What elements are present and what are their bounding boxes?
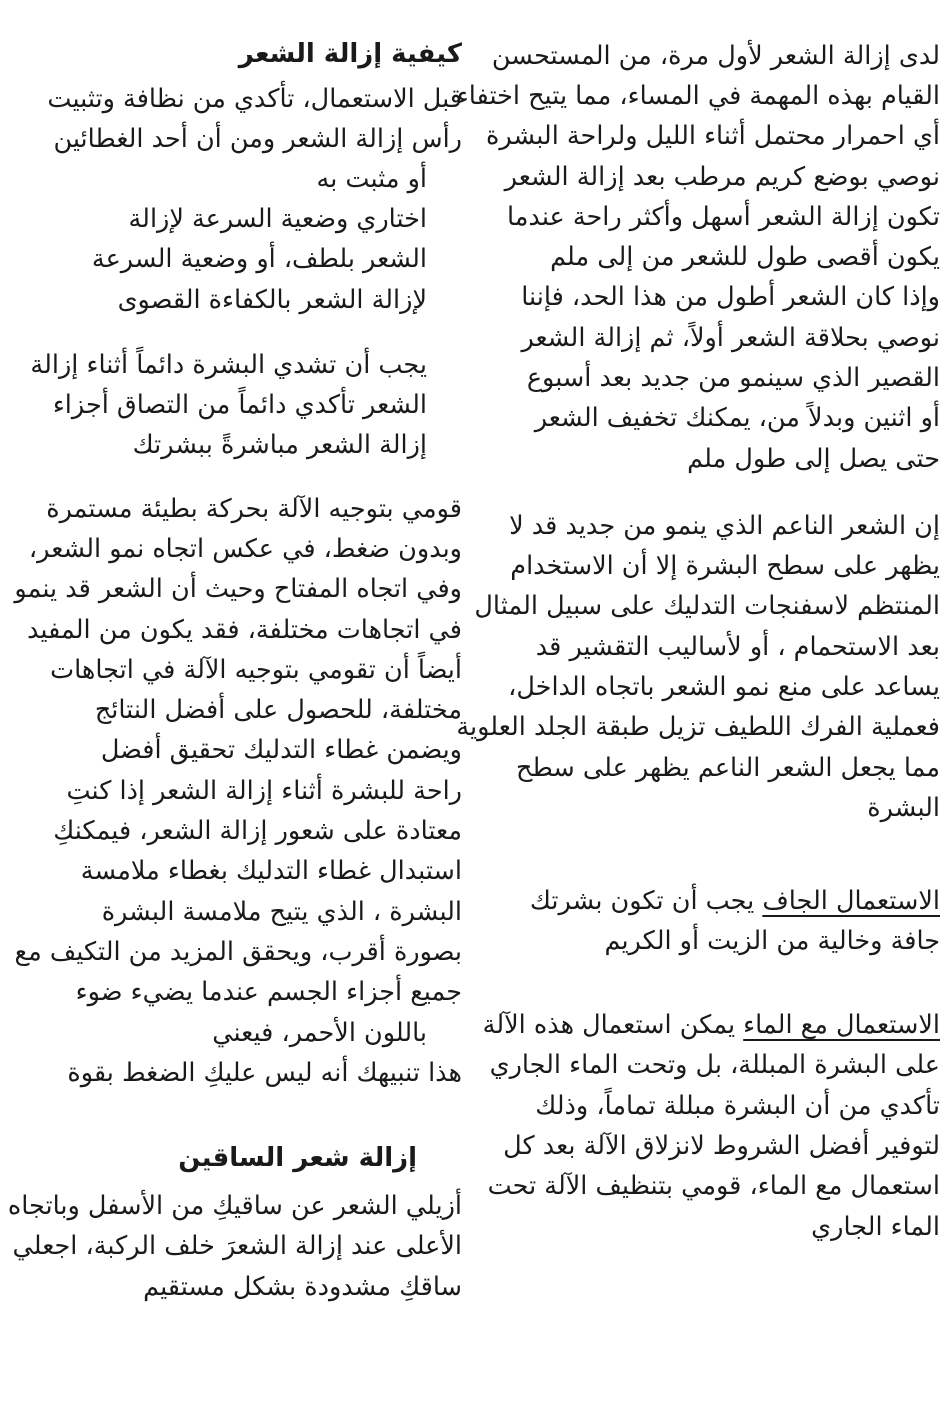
text-line: البشرة ، الذي يتيح ملامسة البشرة [101,897,462,927]
text-line: لدى إزالة الشعر لأول مرة، من المستحسن [491,41,940,71]
text-line: حتى يصل إلى طول ملم [687,444,940,474]
text-line: بصورة أقرب، ويحقق المزيد من التكيف مع [14,937,462,967]
text-line: قومي بتوجيه الآلة بحركة بطيئة مستمرة [46,494,462,524]
text-line [483,1009,940,1041]
text-line: على البشرة المبللة، بل وتحت الماء الجاري [489,1050,940,1080]
text-line: وفي اتجاه المفتاح وحيث أن الشعر قد ينمو [14,574,462,604]
text-line: مما يجعل الشعر الناعم يظهر على سطح [516,753,940,783]
text-line: باللون الأحمر، فيعني [212,1018,427,1048]
text-line: المنتظم لاسفنجات التدليك على سبيل المثال [474,591,940,621]
dry-use-text: يجب أن تكون بشرتك [529,886,763,916]
text-line: قبل الاستعمال، تأكدي من نظافة وتثبيت [47,84,462,114]
text-line: هذا تنبيهك أنه ليس عليكِ الضغط بقوة [67,1058,462,1088]
text-line: رأس إزالة الشعر ومن أن أحد الغطائين [53,124,462,154]
text-line: الأعلى عند إزالة الشعرَ خلف الركبة، اجعلي [12,1231,462,1261]
text-line: القصير الذي سينمو من جديد بعد أسبوع [526,363,940,393]
text-line: إن الشعر الناعم الذي ينمو من جديد قد لا [509,511,940,541]
text-line: نوصي بوضع كريم مرطب بعد إزالة الشعر [504,162,940,192]
text-line: أزيلي الشعر عن ساقيكِ من الأسفل وباتجاه [7,1191,462,1221]
text-line: مختلفة، للحصول على أفضل النتائج [94,695,462,725]
text-line: يساعد على منع نمو الشعر باتجاه الداخل، [508,672,940,702]
text-line: تكون إزالة الشعر أسهل وأكثر راحة عندما [507,202,940,232]
text-line [530,885,940,917]
text-line: القيام بهذه المهمة في المساء، مما يتيح اختفاء [456,81,940,111]
text-line: وإذا كان الشعر أطول من هذا الحد، فإننا [521,282,940,312]
text-line: ساقكِ مشدودة بشكل مستقيم [143,1272,462,1302]
text-line: ويضمن غطاء التدليك تحقيق أفضل [100,735,462,765]
text-line: بعد الاستحمام ، أو لأساليب التقشير قد [535,632,940,662]
dry-use-title: الاستعمال الجاف [762,886,940,916]
text-line: الماء الجاري [811,1212,940,1242]
text-line: معتادة على شعور إزالة الشعر، فيمكنكِ [53,816,462,846]
text-line: استعمال مع الماء، قومي بتنظيف الآلة تحت [487,1171,940,1201]
text-line: استبدال غطاء التدليك بغطاء ملامسة [80,856,462,886]
wet-use-title: الاستعمال مع الماء [743,1010,940,1040]
text-line: جافة وخالية من الزيت أو الكريم [604,926,940,956]
text-line: لتوفير أفضل الشروط لانزلاق الآلة بعد كل [503,1131,940,1161]
section-heading: كيفية إزالة الشعر [238,39,462,69]
text-line: في اتجاهات مختلفة، فقد يكون من المفيد [27,615,462,645]
text-line: نوصي بحلاقة الشعر أولاً، ثم إزالة الشعر [521,323,940,353]
text-line: يظهر على سطح البشرة إلا أن الاستخدام [510,551,940,581]
text-line: أو اثنين وبدلاً من، يمكنك تخفيف الشعر [534,403,940,433]
text-line: أيضاً أن تقومي بتوجيه الآلة في اتجاهات [50,655,462,685]
text-line: البشرة [867,793,940,823]
text-line: راحة للبشرة أثناء إزالة الشعر إذا كنتِ [66,776,462,806]
text-line: لإزالة الشعر بالكفاءة القصوى [117,285,427,315]
text-line: اختاري وضعية السرعة لإزالة [128,204,427,234]
text-line: أو مثبت به [316,164,427,194]
text-line: جميع أجزاء الجسم عندما يضيء ضوء [75,977,462,1007]
text-line: تأكدي من أن البشرة مبللة تماماً، وذلك [535,1091,940,1121]
text-line: يكون أقصى طول للشعر من إلى ملم [550,242,940,272]
text-line: الشعر بلطف، أو وضعية السرعة [91,244,427,274]
text-line: وبدون ضغط، في عكس اتجاه نمو الشعر، [28,534,462,564]
text-line: أي احمرار محتمل أثناء الليل ولراحة البشرة [486,121,940,151]
text-line: إزالة الشعر مباشرةً ببشرتك [132,430,427,460]
text-line: الشعر تأكدي دائماً من التصاق أجزاء [52,390,427,420]
wet-use-text: يمكن استعمال هذه الآلة [482,1010,744,1040]
text-line: فعملية الفرك اللطيف تزيل طبقة الجلد العلوية [456,712,940,742]
text-line: يجب أن تشدي البشرة دائماً أثناء إزالة [30,350,427,380]
section-heading: إزالة شعر الساقين [178,1143,417,1173]
